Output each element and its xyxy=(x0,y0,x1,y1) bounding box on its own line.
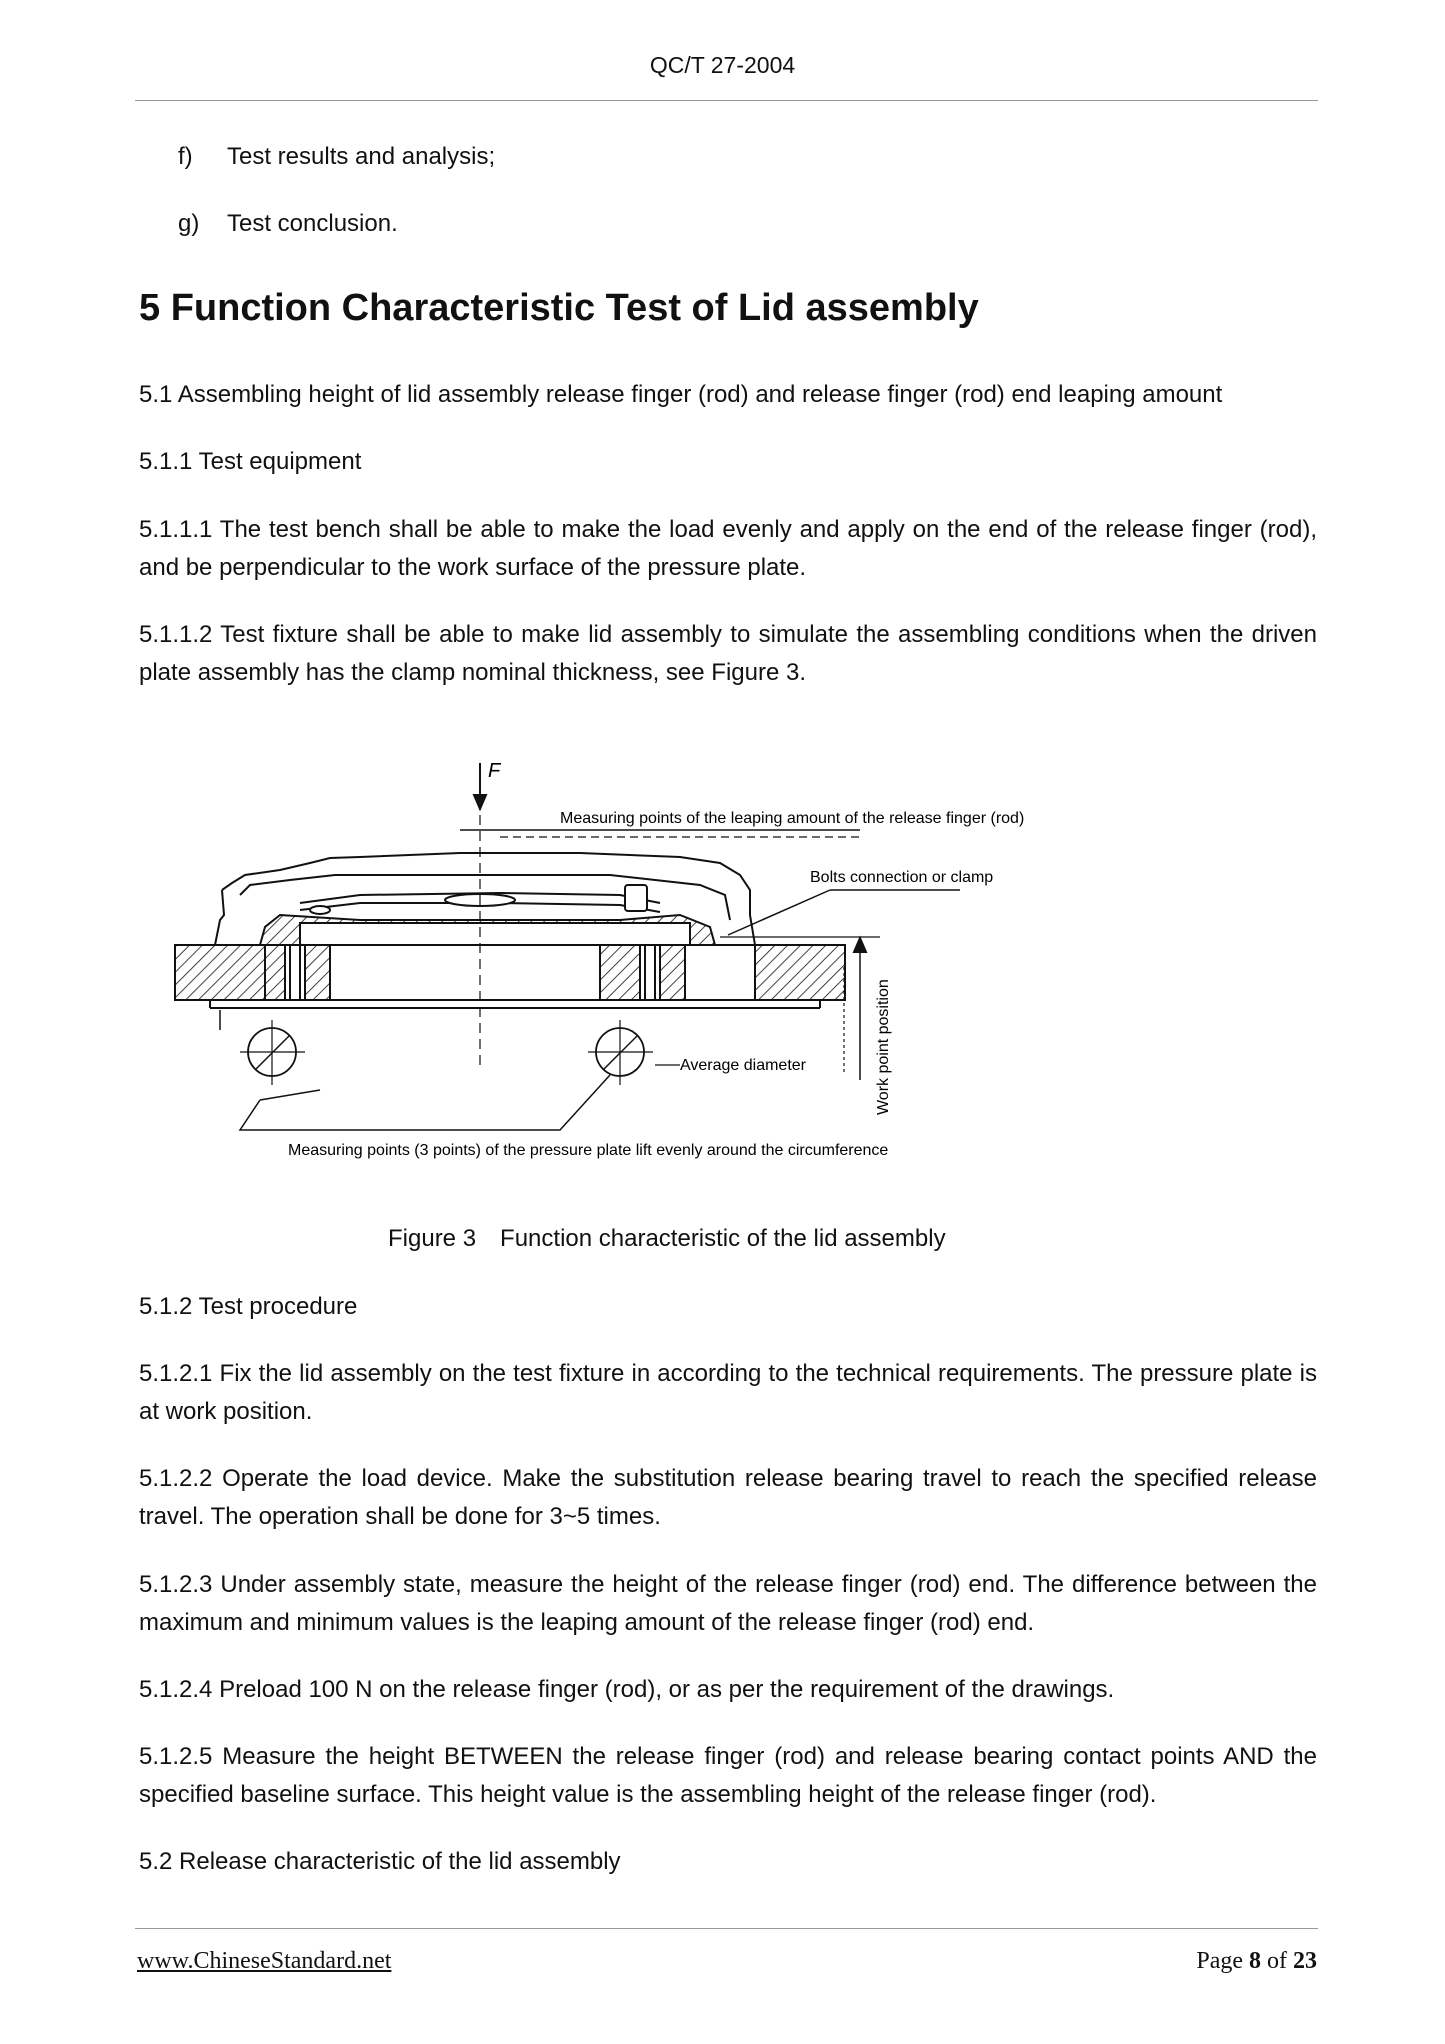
figure-caption-number: Figure 3 xyxy=(388,1225,477,1252)
clause-5-1-2-5: 5.1.2.5 Measure the height BETWEEN the release finger (rod) and release bearing contact points AND the specified baseline surface. This height value is the assembling height of the release finger (rod). xyxy=(139,1743,1317,1808)
clause-5-1-2-2: 5.1.2.2 Operate the load device. Make the substitution release bearing travel to reach the specified release travel. The operation shall be done for 3~5 times. xyxy=(139,1465,1317,1530)
clause-5-1-1-1: 5.1.1.1 The test bench shall be able to make the load evenly and apply on the end of the release finger (rod), and be perpendicular to the work surface of the pressure plate. xyxy=(139,516,1317,581)
footer-rule xyxy=(135,1928,1318,1929)
footer-page-number xyxy=(1196,1948,1317,1975)
rivet xyxy=(625,885,647,911)
clause-5-1-1: 5.1.1 Test equipment xyxy=(139,448,362,475)
list-text: Test results and analysis; xyxy=(227,143,496,170)
clause-5-1-1-2: 5.1.1.2 Test fixture shall be able to make lid assembly to simulate the assembling conditions when the driven plate assembly has the clamp nominal thickness, see Figure 3. xyxy=(139,621,1317,686)
clause-5-1-2-4: 5.1.2.4 Preload 100 N on the release finger (rod), or as per the requirement of the drawings. xyxy=(139,1676,1115,1703)
footer-website-link[interactable]: www.ChineseStandard.net xyxy=(137,1948,392,1974)
clause-5-1-2-1: 5.1.2.1 Fix the lid assembly on the test fixture in according to the technical requirements. The pressure plate is at work position. xyxy=(139,1360,1317,1425)
list-marker: g) xyxy=(178,210,200,237)
label-work-point-position: Work point position xyxy=(875,979,892,1115)
header-rule xyxy=(135,100,1318,101)
section-title: 5 Function Characteristic Test of Lid assembly xyxy=(139,287,979,329)
force-label: F xyxy=(488,760,501,782)
clause-5-2: 5.2 Release characteristic of the lid assembly xyxy=(139,1848,621,1875)
list-marker: f) xyxy=(178,143,193,170)
list-item xyxy=(178,205,398,243)
label-lift-measuring-points: Measuring points (3 points) of the pressure plate lift evenly around the circumference xyxy=(288,1142,889,1159)
base-plate-left xyxy=(175,945,265,1000)
page-prefix: Page xyxy=(1196,1948,1243,1974)
label-average-diameter: Average diameter xyxy=(680,1057,806,1074)
clause-5-1: 5.1 Assembling height of lid assembly release finger (rod) and release finger (rod) end leaping amount xyxy=(139,381,1223,408)
page-header-code: QC/T 27-2004 xyxy=(649,52,796,78)
clause-5-1-2-3: 5.1.2.3 Under assembly state, measure the height of the release finger (rod) end. The difference between the maximum and minimum values is the leaping amount of the release finger (rod) end. xyxy=(139,1571,1317,1636)
base-plate-right xyxy=(755,945,845,1000)
list-text: Test conclusion. xyxy=(227,210,398,237)
page-current: 8 xyxy=(1249,1948,1261,1974)
figure-caption-text: Function characteristic of the lid assembly xyxy=(500,1225,946,1252)
clause-5-1-2: 5.1.2 Test procedure xyxy=(139,1293,358,1320)
label-leaping-amount: Measuring points of the leaping amount of the release finger (rod) xyxy=(560,810,1025,827)
figure-caption xyxy=(388,1220,946,1258)
page-of: of xyxy=(1267,1948,1287,1974)
list-item xyxy=(178,138,495,176)
figure-3-drawing xyxy=(160,745,1120,1175)
page-total: 23 xyxy=(1293,1948,1317,1974)
force-arrow-head xyxy=(474,795,486,809)
label-bolts-connection: Bolts connection or clamp xyxy=(810,869,994,886)
